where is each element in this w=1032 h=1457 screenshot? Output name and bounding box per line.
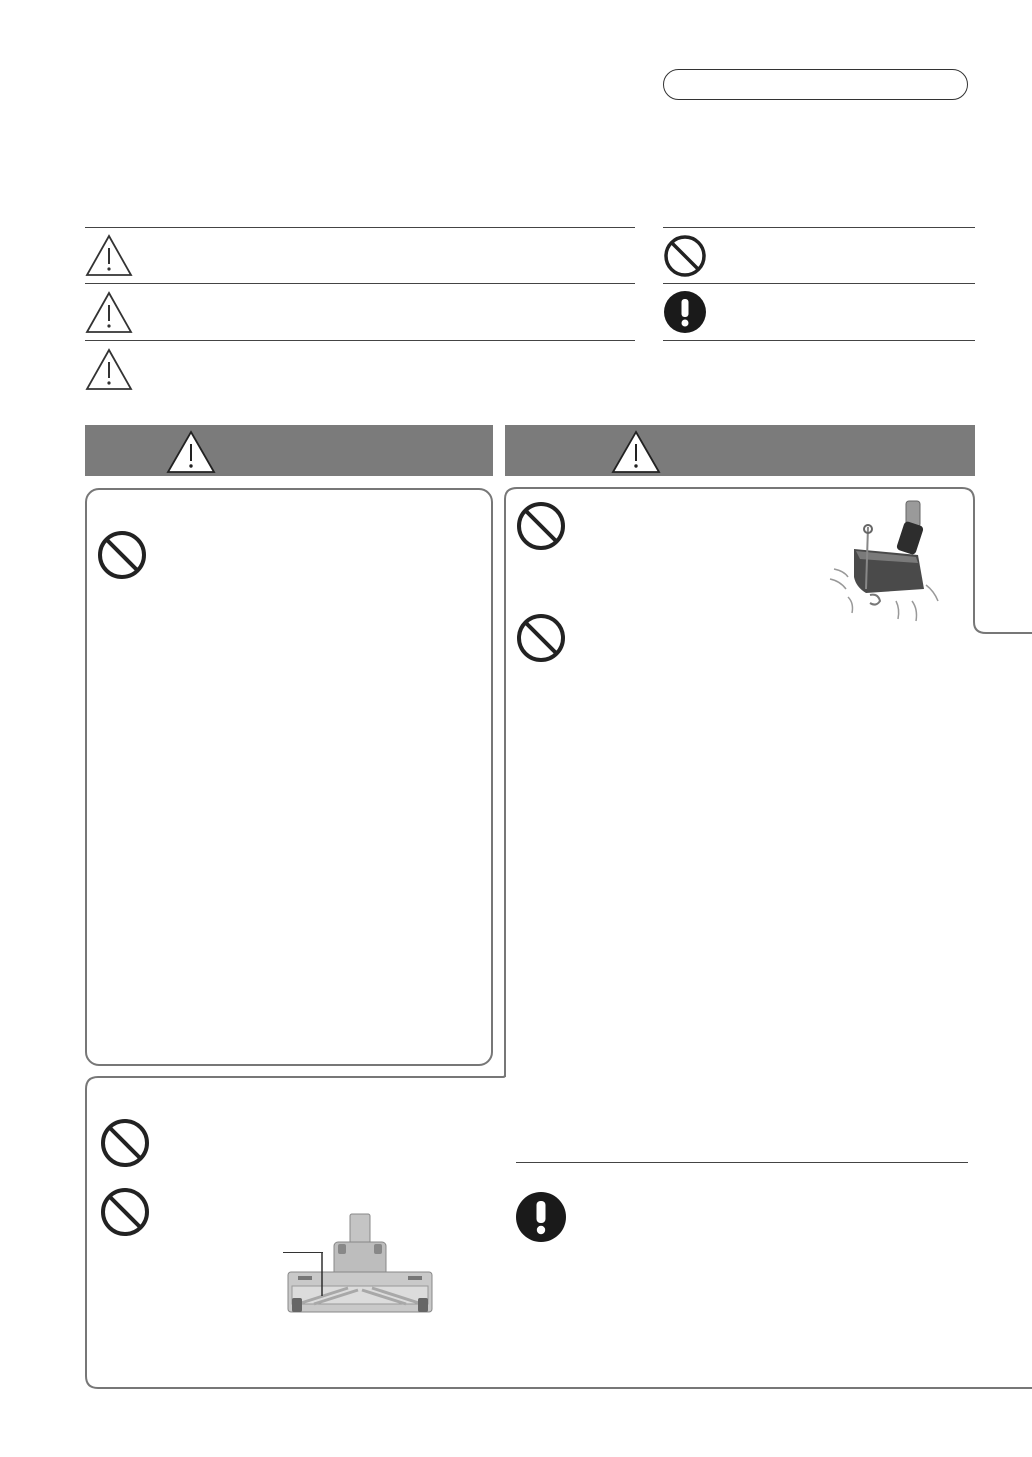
prohibition-icon — [99, 1117, 151, 1169]
legend-divider — [85, 227, 635, 228]
legend-divider — [663, 227, 975, 228]
legend-divider — [85, 340, 635, 341]
warning-triangle-icon — [166, 430, 216, 474]
warning-triangle-icon — [611, 430, 661, 474]
callout-leader-line — [283, 1252, 323, 1253]
vacuum-head-illustration — [826, 497, 944, 625]
legend-divider — [663, 283, 975, 284]
section-header-bar-right — [505, 425, 975, 476]
section-header-bar-left — [85, 425, 493, 476]
prohibition-icon — [515, 500, 567, 552]
warning-triangle-icon — [85, 347, 133, 391]
warning-triangle-icon — [85, 233, 133, 277]
prohibition-icon — [515, 612, 567, 664]
chapter-title-pill — [663, 69, 968, 100]
floor-nozzle-illustration — [278, 1212, 438, 1318]
mandatory-exclamation-icon — [515, 1191, 567, 1243]
legend-divider — [85, 283, 635, 284]
prohibition-icon — [99, 1186, 151, 1238]
prohibition-icon — [663, 234, 707, 278]
section-divider — [516, 1162, 968, 1163]
legend-divider — [663, 340, 975, 341]
warning-triangle-icon — [85, 290, 133, 334]
mandatory-exclamation-icon — [663, 290, 707, 334]
